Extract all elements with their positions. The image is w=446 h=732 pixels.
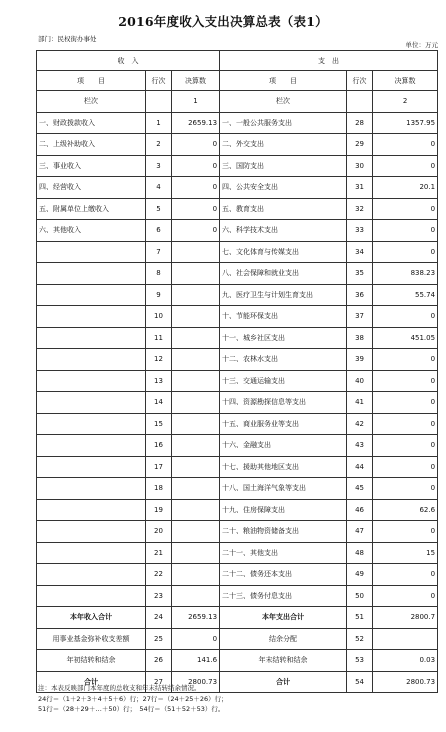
expense-amount-cell: 0.03 (373, 650, 438, 672)
table-row (37, 456, 438, 478)
table-row (37, 435, 438, 457)
income-amount-cell (172, 585, 220, 607)
expense-item-cell: 二十、粮油物资储备支出 (220, 521, 347, 543)
footnote-line: 注：本表反映部门本年度的总收支和年末结转结余情况。 (38, 684, 201, 692)
expense-amount-cell: 0 (373, 134, 438, 156)
income-rowno-cell: 20 (146, 521, 172, 543)
department-label: 部门：民权街办事处 (38, 35, 97, 43)
income-rowno-cell: 9 (146, 284, 172, 306)
expense-amount-header: 决算数 (373, 71, 438, 91)
footnote-line: 51行＝（28＋29＋…＋50）行； 54行＝（51＋52＋53）行。 (38, 705, 225, 713)
table-row (37, 370, 438, 392)
expense-rowno-cell: 49 (347, 564, 373, 586)
expense-summary-label: 合计 (220, 671, 347, 693)
income-item-cell (37, 241, 146, 263)
expense-summary-label: 本年支出合计 (220, 607, 347, 629)
expense-amount-cell: 2800.7 (373, 607, 438, 629)
expense-amount-cell: 15 (373, 542, 438, 564)
income-item-cell (37, 263, 146, 285)
income-amount-cell (172, 241, 220, 263)
income-amount-cell (172, 478, 220, 500)
expense-item-cell: 二十三、债务付息支出 (220, 585, 347, 607)
income-rowno-cell: 2 (146, 134, 172, 156)
expense-amount-cell: 0 (373, 521, 438, 543)
expense-column-index: 2 (373, 91, 438, 113)
income-item-cell (37, 370, 146, 392)
column-header-row (37, 71, 438, 91)
table-row (37, 478, 438, 500)
table-row (37, 542, 438, 564)
income-item-cell (37, 478, 146, 500)
expense-section-header: 支 出 (220, 51, 438, 71)
income-rowno-cell: 19 (146, 499, 172, 521)
table-row (37, 349, 438, 371)
table-row (37, 306, 438, 328)
expense-rowno-cell: 48 (347, 542, 373, 564)
expense-amount-cell: 0 (373, 435, 438, 457)
expense-rowno-cell: 40 (347, 370, 373, 392)
income-lanci-label: 栏次 (37, 91, 146, 113)
expense-item-cell: 十、节能环保支出 (220, 306, 347, 328)
income-item-cell (37, 349, 146, 371)
income-amount-cell: 0 (172, 177, 220, 199)
table-row (37, 392, 438, 414)
expense-item-cell: 十九、住房保障支出 (220, 499, 347, 521)
expense-amount-cell: 0 (373, 349, 438, 371)
expense-rowno-cell: 51 (347, 607, 373, 629)
expense-item-cell: 十八、国土海洋气象等支出 (220, 478, 347, 500)
income-item-cell (37, 284, 146, 306)
income-summary-label: 合计 (37, 671, 146, 693)
expense-lanci-blank (347, 91, 373, 113)
income-amount-cell (172, 349, 220, 371)
income-amount-cell (172, 327, 220, 349)
expense-item-cell: 七、文化体育与传媒支出 (220, 241, 347, 263)
income-amount-cell: 0 (172, 198, 220, 220)
expense-rowno-cell: 34 (347, 241, 373, 263)
table-row (37, 499, 438, 521)
income-amount-cell (172, 392, 220, 414)
income-item-cell (37, 564, 146, 586)
income-rowno-cell: 12 (146, 349, 172, 371)
expense-item-cell: 十一、城乡社区支出 (220, 327, 347, 349)
income-item-cell (37, 585, 146, 607)
expense-amount-cell: 0 (373, 220, 438, 242)
table-row (37, 585, 438, 607)
expense-rowno-cell: 53 (347, 650, 373, 672)
income-rowno-cell: 3 (146, 155, 172, 177)
expense-item-cell: 十四、资源勘探信息等支出 (220, 392, 347, 414)
income-rowno-header: 行次 (146, 71, 172, 91)
column-index-row (37, 91, 438, 113)
expense-amount-cell: 451.05 (373, 327, 438, 349)
expense-rowno-cell: 41 (347, 392, 373, 414)
income-rowno-cell: 26 (146, 650, 172, 672)
expense-item-cell: 十五、商业服务业等支出 (220, 413, 347, 435)
expense-rowno-cell: 42 (347, 413, 373, 435)
expense-item-cell: 八、社会保障和就业支出 (220, 263, 347, 285)
expense-summary-label: 结余分配 (220, 628, 347, 650)
income-rowno-cell: 1 (146, 112, 172, 134)
expense-rowno-cell: 28 (347, 112, 373, 134)
income-rowno-cell: 21 (146, 542, 172, 564)
income-amount-cell (172, 263, 220, 285)
expense-amount-cell: 20.1 (373, 177, 438, 199)
expense-amount-cell: 0 (373, 392, 438, 414)
income-item-cell (37, 435, 146, 457)
expense-rowno-cell: 37 (347, 306, 373, 328)
expense-rowno-cell: 31 (347, 177, 373, 199)
report-title: 2016年度收入支出决算总表（表1） (118, 14, 328, 29)
income-item-cell (37, 413, 146, 435)
income-rowno-cell: 24 (146, 607, 172, 629)
expense-rowno-cell: 29 (347, 134, 373, 156)
expense-rowno-cell: 32 (347, 198, 373, 220)
expense-item-cell: 六、科学技术支出 (220, 220, 347, 242)
expense-amount-cell: 1357.95 (373, 112, 438, 134)
table-row (37, 564, 438, 586)
income-item-cell (37, 327, 146, 349)
table-row (37, 155, 438, 177)
expense-amount-cell: 0 (373, 413, 438, 435)
income-rowno-cell: 6 (146, 220, 172, 242)
table-row (37, 413, 438, 435)
income-rowno-cell: 18 (146, 478, 172, 500)
income-amount-cell (172, 521, 220, 543)
income-amount-cell (172, 413, 220, 435)
income-amount-cell: 0 (172, 134, 220, 156)
expense-lanci-label: 栏次 (220, 91, 347, 113)
expense-amount-cell: 0 (373, 306, 438, 328)
expense-amount-cell: 2800.73 (373, 671, 438, 693)
income-item-cell (37, 542, 146, 564)
expense-rowno-cell: 54 (347, 671, 373, 693)
expense-rowno-header: 行次 (347, 71, 373, 91)
footnote-line: 24行＝（1＋2＋3＋4＋5＋6）行；27行＝（24＋25＋26）行； (38, 694, 228, 703)
table-row (37, 263, 438, 285)
expense-rowno-cell: 44 (347, 456, 373, 478)
income-rowno-cell: 23 (146, 585, 172, 607)
expense-item-cell: 九、医疗卫生与计划生育支出 (220, 284, 347, 306)
table-row (37, 327, 438, 349)
expense-rowno-cell: 52 (347, 628, 373, 650)
expense-rowno-cell: 47 (347, 521, 373, 543)
income-item-cell (37, 306, 146, 328)
income-rowno-cell: 7 (146, 241, 172, 263)
income-item-cell: 六、其他收入 (37, 220, 146, 242)
income-amount-cell: 141.6 (172, 650, 220, 672)
expense-amount-cell: 0 (373, 564, 438, 586)
expense-item-cell: 二十一、其他支出 (220, 542, 347, 564)
table-row (37, 134, 438, 156)
expense-amount-cell: 0 (373, 456, 438, 478)
expense-item-cell: 十二、农林水支出 (220, 349, 347, 371)
income-amount-cell (172, 306, 220, 328)
table-row (37, 112, 438, 134)
expense-amount-cell: 838.23 (373, 263, 438, 285)
table-row (37, 220, 438, 242)
income-amount-cell: 2659.13 (172, 112, 220, 134)
income-amount-cell: 0 (172, 220, 220, 242)
income-rowno-cell: 16 (146, 435, 172, 457)
expense-item-cell: 十三、交通运输支出 (220, 370, 347, 392)
income-rowno-cell: 13 (146, 370, 172, 392)
income-item-cell: 四、经营收入 (37, 177, 146, 199)
expense-amount-cell: 62.6 (373, 499, 438, 521)
income-rowno-cell: 10 (146, 306, 172, 328)
summary-row (37, 607, 438, 629)
expense-rowno-cell: 50 (347, 585, 373, 607)
income-item-cell: 二、上级补助收入 (37, 134, 146, 156)
expense-amount-cell: 0 (373, 370, 438, 392)
income-rowno-cell: 22 (146, 564, 172, 586)
income-rowno-cell: 27 (146, 671, 172, 693)
income-summary-label: 本年收入合计 (37, 607, 146, 629)
expense-amount-cell: 0 (373, 241, 438, 263)
income-amount-cell (172, 435, 220, 457)
income-rowno-cell: 15 (146, 413, 172, 435)
income-amount-cell (172, 284, 220, 306)
income-amount-cell: 0 (172, 155, 220, 177)
income-rowno-cell: 25 (146, 628, 172, 650)
income-amount-cell: 0 (172, 628, 220, 650)
income-amount-cell (172, 370, 220, 392)
summary-row (37, 628, 438, 650)
expense-summary-label: 年末结转和结余 (220, 650, 347, 672)
expense-amount-cell (373, 628, 438, 650)
unit-label: 单位：万元 (405, 41, 438, 49)
income-rowno-cell: 14 (146, 392, 172, 414)
expense-item-cell: 二十二、债务还本支出 (220, 564, 347, 586)
expense-rowno-cell: 33 (347, 220, 373, 242)
income-summary-label: 年初结转和结余 (37, 650, 146, 672)
income-item-cell (37, 521, 146, 543)
income-item-cell (37, 392, 146, 414)
income-item-cell: 一、财政拨款收入 (37, 112, 146, 134)
income-item-cell (37, 499, 146, 521)
section-header-row (37, 51, 438, 71)
income-rowno-cell: 4 (146, 177, 172, 199)
income-amount-header: 决算数 (172, 71, 220, 91)
income-rowno-cell: 17 (146, 456, 172, 478)
income-amount-cell: 2800.73 (172, 671, 220, 693)
income-expense-table (36, 50, 438, 693)
footnotes (38, 683, 228, 715)
income-item-cell: 五、附属单位上缴收入 (37, 198, 146, 220)
expense-rowno-cell: 35 (347, 263, 373, 285)
income-rowno-cell: 5 (146, 198, 172, 220)
expense-amount-cell: 55.74 (373, 284, 438, 306)
income-amount-cell (172, 564, 220, 586)
table-row (37, 198, 438, 220)
income-rowno-cell: 11 (146, 327, 172, 349)
expense-item-cell: 二、外交支出 (220, 134, 347, 156)
expense-rowno-cell: 36 (347, 284, 373, 306)
expense-item-cell: 五、教育支出 (220, 198, 347, 220)
table-row (37, 177, 438, 199)
expense-item-cell: 一、一般公共服务支出 (220, 112, 347, 134)
expense-rowno-cell: 38 (347, 327, 373, 349)
expense-rowno-cell: 45 (347, 478, 373, 500)
income-amount-cell (172, 499, 220, 521)
expense-amount-cell: 0 (373, 585, 438, 607)
expense-rowno-cell: 43 (347, 435, 373, 457)
table-row (37, 284, 438, 306)
income-summary-label: 用事业基金弥补收支差额 (37, 628, 146, 650)
income-amount-cell: 2659.13 (172, 607, 220, 629)
expense-item-cell: 十六、金融支出 (220, 435, 347, 457)
expense-amount-cell: 0 (373, 198, 438, 220)
expense-amount-cell: 0 (373, 478, 438, 500)
income-column-index: 1 (172, 91, 220, 113)
table-row (37, 521, 438, 543)
expense-item-cell: 三、国防支出 (220, 155, 347, 177)
income-item-cell: 三、事业收入 (37, 155, 146, 177)
table-row (37, 241, 438, 263)
summary-row (37, 650, 438, 672)
expense-rowno-cell: 46 (347, 499, 373, 521)
expense-item-cell: 四、公共安全支出 (220, 177, 347, 199)
income-rowno-cell: 8 (146, 263, 172, 285)
income-item-cell (37, 456, 146, 478)
income-amount-cell (172, 456, 220, 478)
expense-amount-cell: 0 (373, 155, 438, 177)
income-amount-cell (172, 542, 220, 564)
expense-rowno-cell: 39 (347, 349, 373, 371)
income-item-header: 项 目 (37, 71, 146, 91)
income-section-header: 收 入 (37, 51, 220, 71)
expense-rowno-cell: 30 (347, 155, 373, 177)
expense-item-cell: 十七、援助其他地区支出 (220, 456, 347, 478)
expense-item-header: 项 目 (220, 71, 347, 91)
income-lanci-blank (146, 91, 172, 113)
